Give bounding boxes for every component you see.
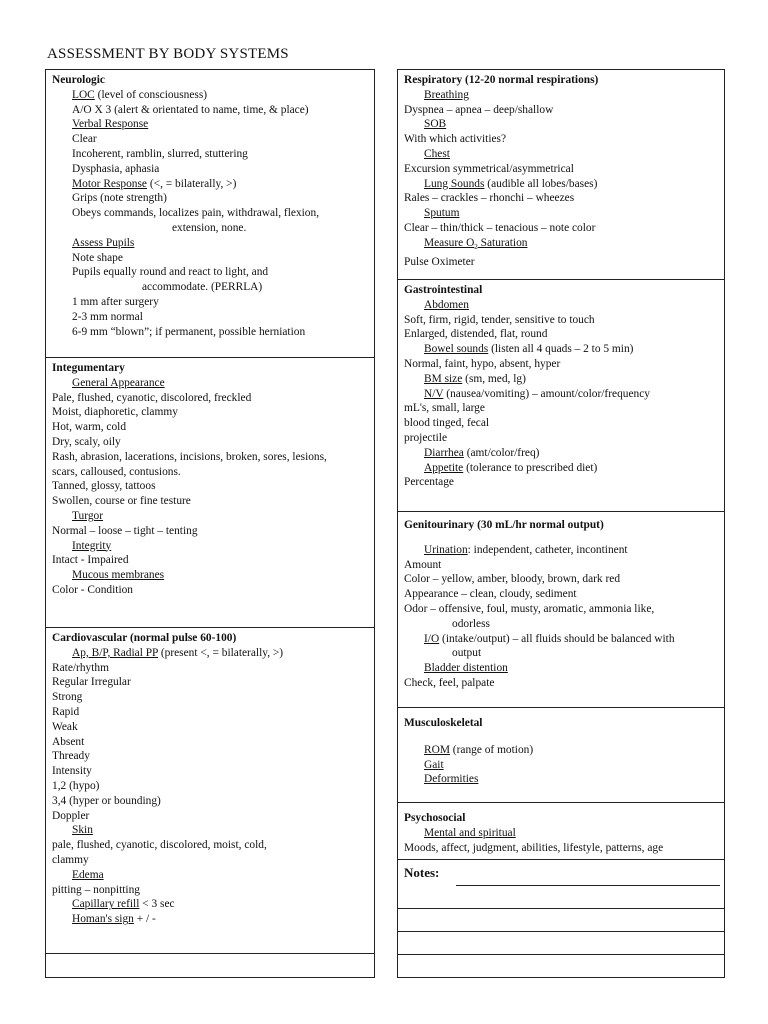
text-line: Rales – crackles – rhonchi – wheezes (404, 192, 575, 205)
section-heading: Neurologic (52, 74, 105, 86)
section-heading: Musculoskeletal (404, 717, 483, 729)
text-line: Clear – thin/thick – tenacious – note color (404, 221, 596, 234)
notes-line[interactable] (398, 931, 724, 932)
text-line: Clear (72, 133, 97, 146)
section-heading: Gastrointestinal (404, 284, 483, 296)
text-line: Amount (404, 558, 442, 571)
text-line: Pupils equally round and react to light, and (72, 266, 269, 279)
text-line: Check, feel, palpate (404, 676, 495, 689)
field-label: Bladder distention (424, 662, 508, 675)
blank-line (46, 953, 374, 954)
text-line: Color – yellow, amber, bloody, brown, dark red (404, 573, 621, 586)
text-line: projectile (404, 431, 448, 444)
text-line: odorless (452, 617, 490, 630)
field-label: Breathing (424, 88, 469, 101)
text-line: Swollen, course or fine testure (52, 495, 191, 508)
text-line: Rapid (52, 705, 80, 718)
text-line: Obeys commands, localizes pain, withdrawal, flexion, (72, 207, 320, 220)
text-line: 1,2 (hypo) (52, 779, 100, 792)
text-line: blood tinged, fecal (404, 417, 490, 430)
field-label: Sputum (424, 207, 460, 220)
notes-section (398, 859, 724, 979)
text-line: Note shape (72, 251, 123, 264)
gastrointestinal-section: Gastrointestinal Abdomen Soft, firm, rigid, tender, sensitive to touch Enlarged, distended, flat, round Bowel sounds (listen all 4 quads – 2 to 5 min) Normal, faint, hypo, absent, hyper BM size (sm, med, lg) N/V (nausea/vomiting) – amount/color/frequency mL's, small, large blood tinged, fecal projectile Diarrhea (amt/color/freq) Appetite (tolerance to prescribed diet) Percentage (398, 279, 724, 511)
text-line: Dysphasia, aphasia (72, 162, 160, 175)
text-line: Hot, warm, cold (52, 421, 127, 434)
section-heading: Psychosocial (404, 812, 466, 824)
text-line: Pulse Oximeter (404, 255, 475, 268)
text-line: extension, none. (172, 221, 247, 234)
text-line: Pale, flushed, cyanotic, discolored, freckled (52, 391, 252, 404)
field-label: Abdomen (424, 298, 469, 311)
integumentary-section (46, 357, 374, 627)
text-line: scars, calloused, contusions. (52, 465, 181, 478)
text-line: Dry, scaly, oily (52, 435, 121, 448)
text-line: Normal – loose – tight – tenting (52, 524, 198, 537)
field-label: Appetite (424, 461, 464, 474)
text-line: Intact - Impaired (52, 554, 129, 567)
notes-label: Notes: (404, 865, 440, 880)
text-line: Color - Condition (52, 583, 134, 596)
left-column (45, 69, 375, 978)
text-line: pale, flushed, cyanotic, discolored, moist, cold, (52, 839, 267, 852)
field-label: N/V (424, 387, 444, 400)
text-line: Enlarged, distended, flat, round (404, 328, 548, 341)
text-line: Doppler (52, 809, 90, 822)
field-label: BM size (424, 372, 463, 385)
text-line: Moist, diaphoretic, clammy (52, 406, 178, 419)
text-line: 3,4 (hyper or bounding) (52, 794, 161, 807)
field-label: Chest (424, 147, 450, 160)
text-line: Rash, abrasion, lacerations, incisions, broken, sores, lesions, (52, 450, 327, 463)
text-line: Rate/rhythm (52, 661, 109, 674)
field-label: Mental and spiritual (424, 826, 516, 839)
field-label: Lung Sounds (424, 177, 485, 190)
field-label: Turgor (72, 509, 104, 522)
field-label: ROM (424, 743, 450, 756)
text-line: Dyspnea – apnea – deep/shallow (404, 103, 554, 116)
genitourinary-section: Genitourinary (30 mL/hr normal output) Urination: independent, catheter, incontinent Amount Color – yellow, amber, bloody, brown, dark red Appearance – clean, cloudy, sediment Odor – offensive, foul, musty, aromatic, ammonia like, odorless I/O (intake/output) – all fluids should be balanced with output Bladder distention Check, feel, palpate (398, 511, 724, 707)
text-line: Absent (52, 735, 85, 748)
field-label: Homan's sign (72, 913, 134, 926)
field-label: Gait (424, 758, 444, 771)
text-line: Tanned, glossy, tattoos (52, 480, 156, 493)
field-label: Integrity (72, 539, 112, 552)
field-label: Capillary refill (72, 898, 140, 911)
field-label: I/O (424, 632, 440, 645)
text-line: 6-9 mm “blown”; if permanent, possible herniation (72, 325, 306, 338)
notes-line[interactable] (398, 954, 724, 955)
text-line: Thready (52, 750, 90, 763)
text-line: clammy (52, 853, 89, 866)
text-line: Regular Irregular (52, 676, 131, 689)
field-label: Mucous membranes (72, 569, 165, 582)
text-line: Moods, affect, judgment, abilities, lifestyle, patterns, age (404, 841, 664, 854)
notes-line[interactable] (398, 908, 724, 909)
field-label: SOB (424, 118, 447, 131)
cardiovascular-section: Cardiovascular (normal pulse 60-100) Ap, B/P, Radial PP (present <, = bilaterally, >) Rate/rhythm Regular Irregular Strong Rapid Weak Absent Thready Intensity 1,2 (hypo) 3,4 (hyper or bounding) Doppler Skin pale, flushed, cyanotic, discolored, moist, cold, clammy Edema pitting – nonpitting Capillary refill < 3 sec Homan's sign + / - (46, 627, 374, 953)
text-line: Odor – offensive, foul, musty, aromatic, ammonia like, (404, 602, 655, 615)
field-label: Assess Pupils (72, 236, 135, 249)
field-label: Skin (72, 824, 93, 837)
section-heading: Genitourinary (30 mL/hr normal output) (404, 519, 604, 531)
musculoskeletal-section: Musculoskeletal ROM (range of motion) Gait Deformities (398, 707, 724, 802)
field-label: Motor Response (72, 177, 147, 190)
text-line: Excursion symmetrical/asymmetrical (404, 162, 574, 175)
right-column (397, 69, 725, 978)
field-label: Ap, B/P, Radial PP (72, 646, 158, 659)
field-label: Urination (424, 543, 468, 556)
section-heading: Respiratory (12-20 normal respirations) (404, 74, 599, 86)
psychosocial-section (398, 802, 724, 859)
section-heading: Cardiovascular (normal pulse 60-100) (52, 632, 237, 644)
text-line: Incoherent, ramblin, slurred, stuttering (72, 147, 248, 160)
text-line: mL's, small, large (404, 402, 485, 415)
text-line: accommodate. (PERRLA) (142, 281, 263, 294)
field-label: Diarrhea (424, 446, 464, 459)
field-label: General Appearance (72, 376, 165, 389)
text-line: output (452, 647, 482, 660)
text-line: Grips (note strength) (72, 192, 167, 205)
text-line: Intensity (52, 765, 92, 778)
text-line: A/O X 3 (alert & orientated to name, time, & place) (72, 103, 309, 116)
page-title: ASSESSMENT BY BODY SYSTEMS (47, 46, 289, 62)
field-label: LOC (72, 88, 95, 101)
field-label: Measure $O_2$ Saturation (424, 236, 528, 251)
neurologic-section: Neurologic LOC (level of consciousness) A/O X 3 (alert & orientated to name, time, & place) Verbal Response Clear Incoherent, ramblin, slurred, stuttering Dysphasia, aphasia Motor Response (<, = bilaterally, >) Grips (note strength) Obeys commands, localizes pain, withdrawal, flexion, extension, none. Assess Pupils Note shape Pupils equally round and react to light, and accommodate. (PERRLA) 1 mm after surgery 2-3 mm normal 6-9 mm “blown”; if permanent, possible herniation (46, 70, 374, 357)
field-label: Edema (72, 868, 104, 881)
text-line: Appearance – clean, cloudy, sediment (404, 588, 577, 601)
field-label: Verbal Response (72, 118, 149, 131)
respiratory-section: Respiratory (12-20 normal respirations) Breathing Dyspnea – apnea – deep/shallow SOB With which activities? Chest Excursion symmetrical/asymmetrical Lung Sounds (audible all lobes/bases) Rales – crackles – rhonchi – wheezes Sputum Clear – thin/thick – tenacious – note color Measure $O_2$ Saturation Pulse Oximeter (398, 70, 724, 279)
field-label: Bowel sounds (424, 343, 489, 356)
text-line: pitting – nonpitting (52, 883, 140, 896)
text-line: Normal, faint, hypo, absent, hyper (404, 357, 561, 370)
text-line: Weak (52, 720, 78, 733)
notes-input-line[interactable] (456, 885, 720, 886)
field-label: Deformities (424, 773, 479, 786)
text-line: With which activities? (404, 133, 507, 146)
text-line: Soft, firm, rigid, tender, sensitive to touch (404, 313, 595, 326)
text-line: Strong (52, 691, 83, 704)
section-heading: Integumentary (52, 362, 125, 374)
text-line: Percentage (404, 476, 454, 489)
text-line: 2-3 mm normal (72, 310, 143, 323)
text-line: 1 mm after surgery (72, 295, 159, 308)
